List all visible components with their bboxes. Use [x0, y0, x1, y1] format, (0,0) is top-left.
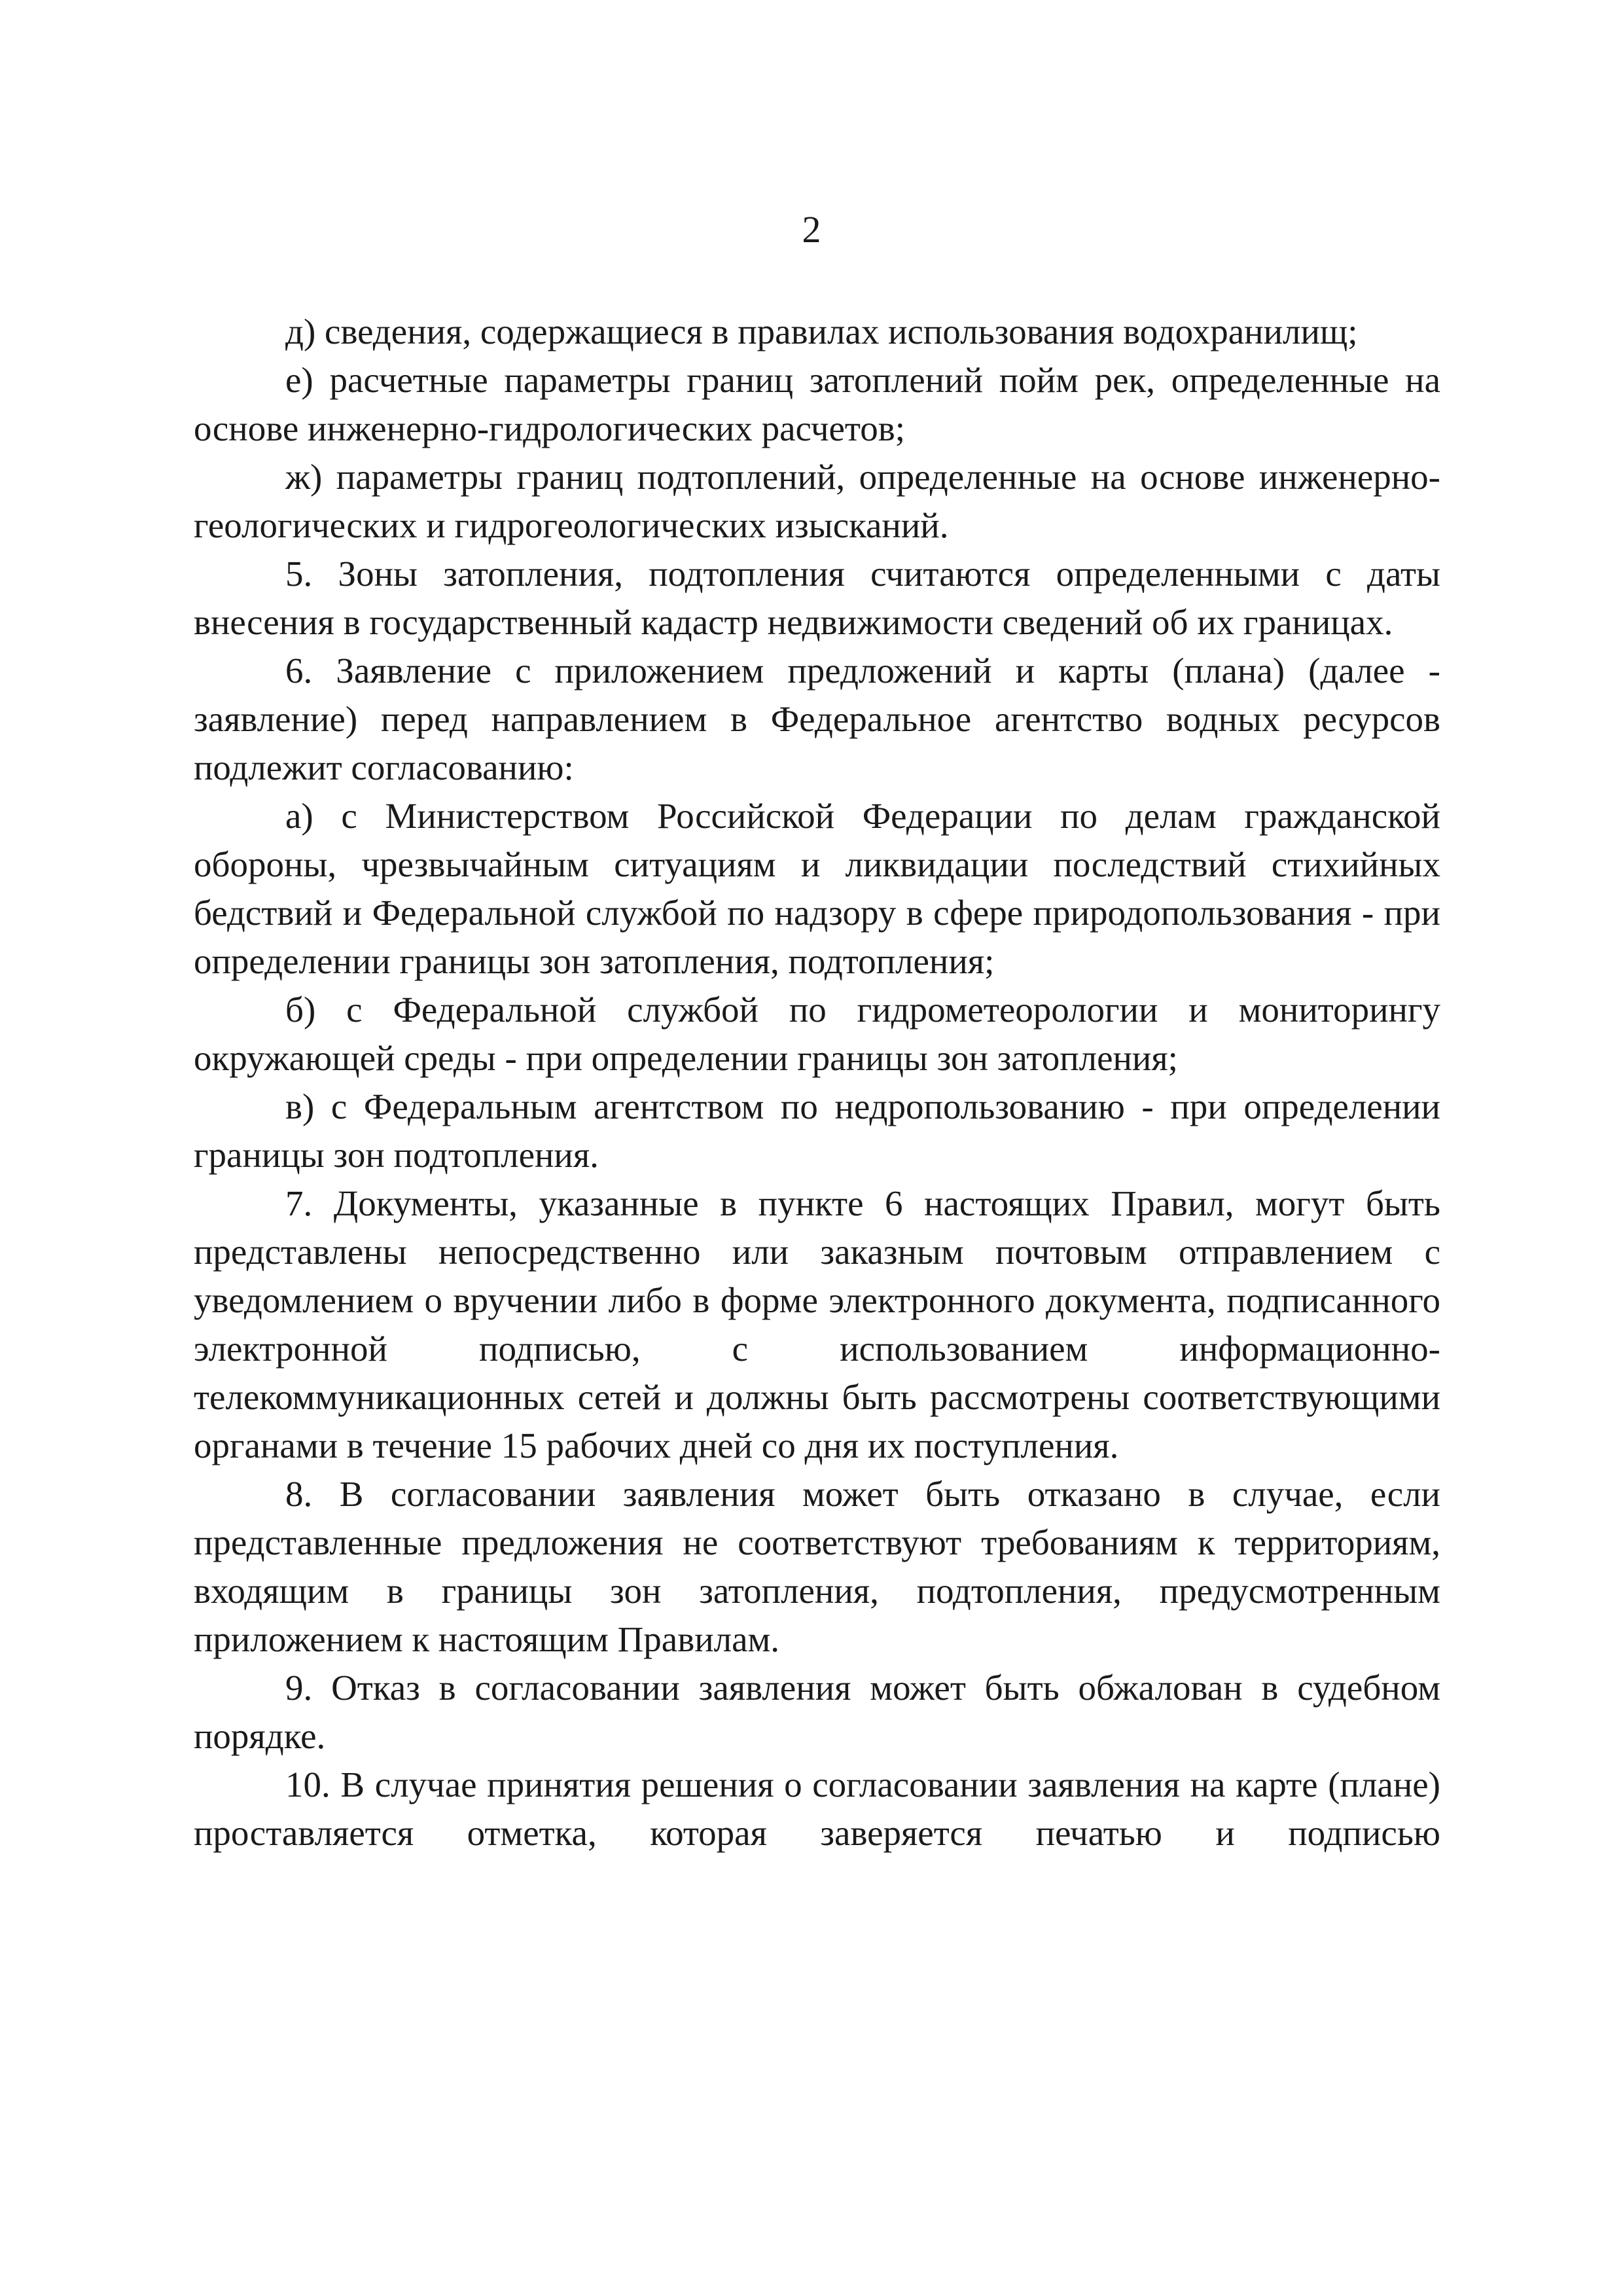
paragraph-point-10: 10. В случае принятия решения о согласовании заявления на карте (плане) проставляется отметка, которая заверяется печатью и подписью	[194, 1765, 1440, 1853]
paragraph-point-7: 7. Документы, указанные в пункте 6 настоящих Правил, могут быть представлены непосредственно или заказным почтовым отправлением с уведомлением о вручении либо в форме электронного документа, подписанного электронной подписью, с использованием информационно-телекоммуникационных сетей и должны быть рассмотрены соответствующими органами в течение 15 рабочих дней со дня их поступления.	[194, 1183, 1440, 1465]
paragraph-subitem-b: б) с Федеральной службой по гидрометеорологии и мониторингу окружающей среды - при определении границы зон затопления;	[194, 990, 1440, 1078]
paragraph-point-9: 9. Отказ в согласовании заявления может быть обжалован в судебном порядке.	[194, 1668, 1440, 1756]
paragraph-item-d: д) сведения, содержащиеся в правилах использования водохранилищ;	[285, 312, 1358, 351]
paragraph-point-8: 8. В согласовании заявления может быть отказано в случае, если представленные предложения не соответствуют требованиям к территориям, входящим в границы зон затопления, подтопления, предусмотренным приложением к настоящим Правилам.	[194, 1474, 1440, 1659]
paragraph-item-zh: ж) параметры границ подтоплений, определенные на основе инженерно-геологических и гидрогеологических изысканий.	[194, 457, 1440, 545]
paragraph-point-5: 5. Зоны затопления, подтопления считаются определенными с даты внесения в государственный кадастр недвижимости сведений об их границах.	[194, 554, 1440, 642]
paragraph-item-e: е) расчетные параметры границ затоплений пойм рек, определенные на основе инженерно-гидрологических расчетов;	[194, 360, 1440, 448]
paragraph-subitem-v: в) с Федеральным агентством по недропользованию - при определении границы зон подтопления.	[194, 1086, 1440, 1175]
paragraph-point-6: 6. Заявление с приложением предложений и карты (плана) (далее - заявление) перед направлением в Федеральное агентство водных ресурсов подлежит согласованию:	[194, 651, 1440, 787]
document-body	[194, 308, 1440, 1857]
page-number: 2	[802, 208, 821, 251]
paragraph-subitem-a: а) с Министерством Российской Федерации по делам гражданской обороны, чрезвычайным ситуациям и ликвидации последствий стихийных бедствий и Федеральной службой по надзору в сфере природопользования - при определении границы зон затопления, подтопления;	[194, 796, 1440, 981]
